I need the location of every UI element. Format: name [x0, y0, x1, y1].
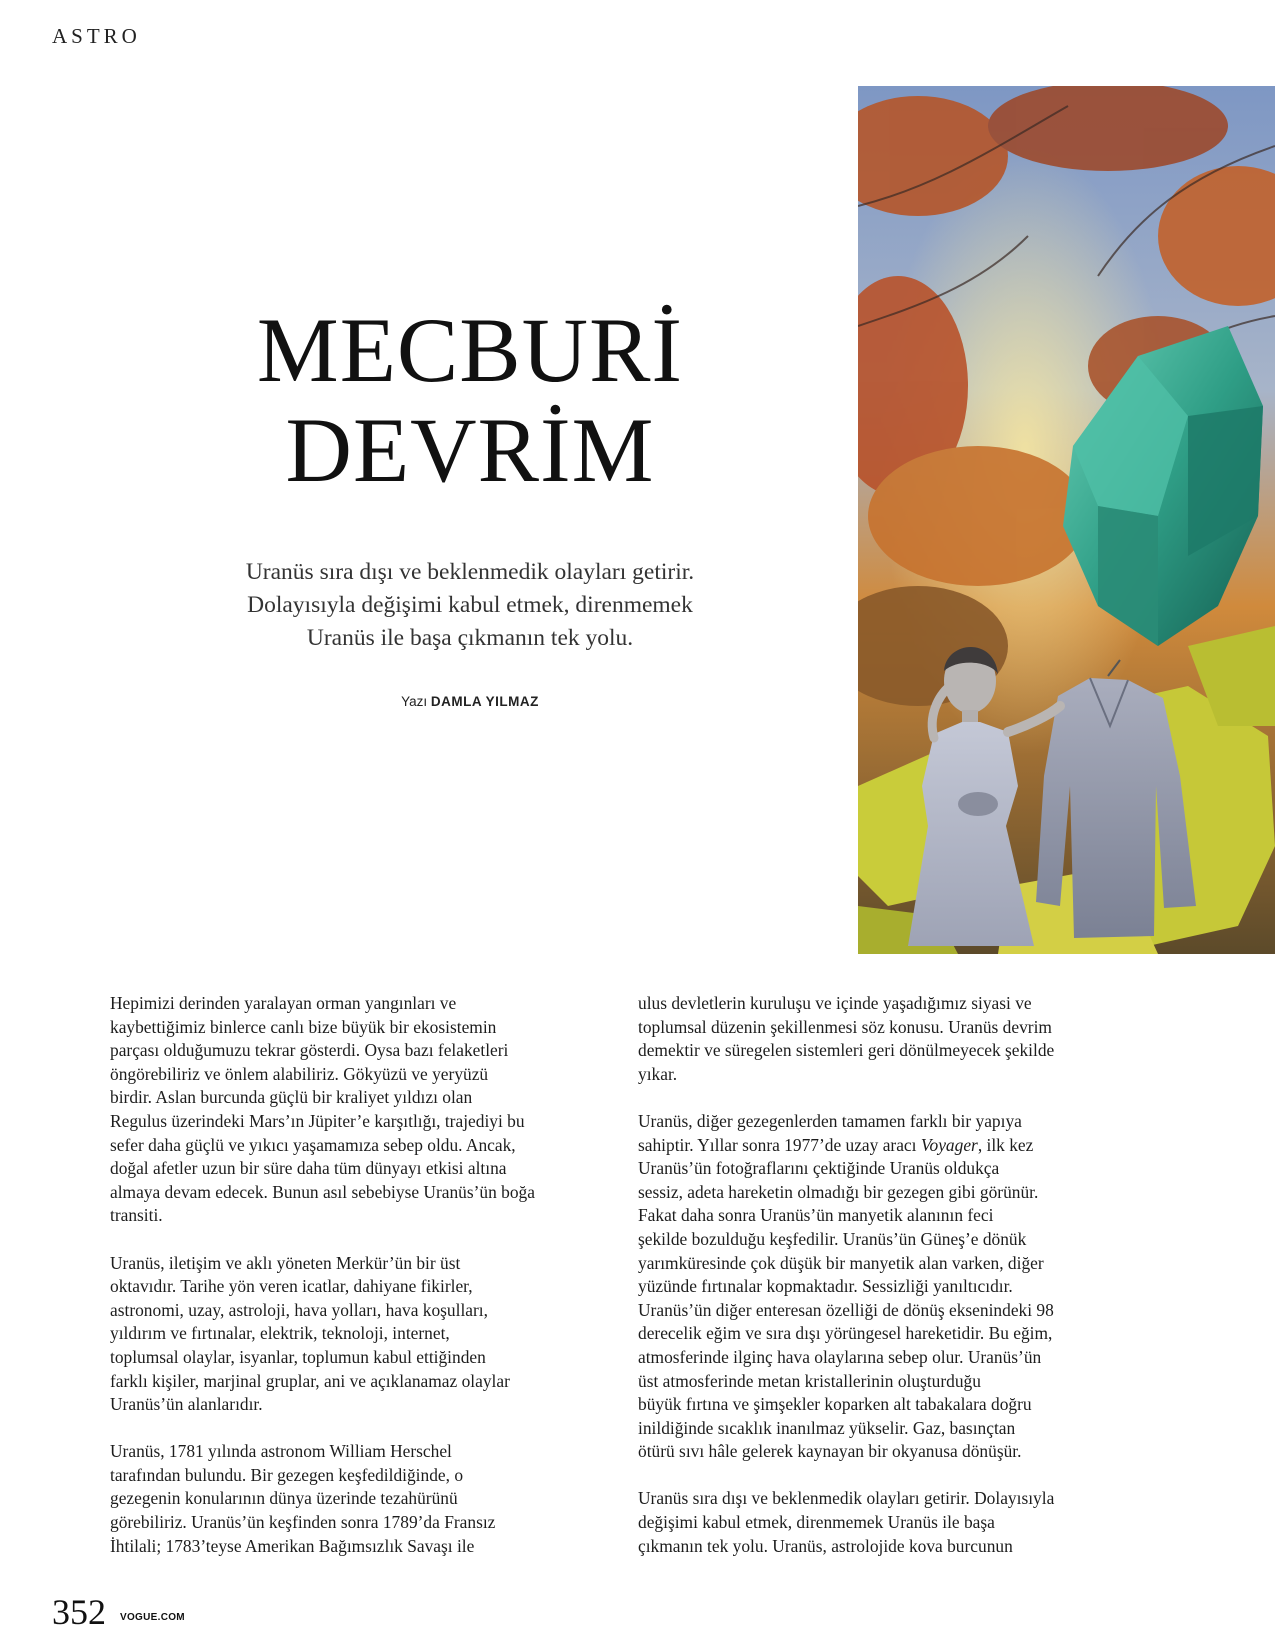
body-line: parçası olduğumuzu tekrar gösterdi. Oysa bazı felaketleri	[110, 1040, 509, 1061]
body-line: tarafından bulundu. Bir gezegen keşfedildiğinde, o	[110, 1464, 464, 1485]
body-line: Regulus üzerindeki Mars’ın Jüpiter’e karşıtlığı, trajediyi bu	[110, 1110, 525, 1131]
dek-line: Dolayısıyla değişimi kabul etmek, direnmemek	[247, 592, 693, 618]
body-paragraph	[110, 1252, 640, 1417]
byline-prefix: Yazı	[401, 694, 428, 709]
body-line: üst atmosferinde metan kristallerinin oluşturduğu	[638, 1370, 981, 1391]
article-dek	[160, 556, 780, 655]
body-line: Uranüs sıra dışı ve beklenmedik olayları getirir. Dolayısıyla	[638, 1488, 1055, 1509]
body-line: farklı kişiler, marjinal gruplar, ani ve açıklanamaz olaylar	[110, 1370, 510, 1391]
body-paragraph	[110, 1440, 640, 1558]
body-line: Hepimizi derinden yaralayan orman yangınları ve	[110, 993, 457, 1013]
voyager-italic: Voyager	[920, 1134, 978, 1155]
title-line: DEVRİM	[285, 399, 655, 501]
body-line: transiti.	[110, 1205, 163, 1226]
article-body-right	[638, 992, 1168, 1582]
collage-illustration	[858, 86, 1275, 954]
dek-line: Uranüs ile başa çıkmanın tek yolu.	[306, 625, 634, 651]
body-line: değişimi kabul etmek, direnmemek Uranüs ile başa	[638, 1512, 995, 1533]
body-line: ötürü sıvı hâle gelerek kaynayan bir okyanusa dönüşür.	[638, 1441, 1022, 1462]
body-line: Fakat daha sonra Uranüs’ün manyetik alanının feci	[638, 1205, 994, 1226]
body-line: Uranüs’ün fotoğraflarını çektiğinde Uranüs oldukça	[638, 1158, 1000, 1179]
body-line-segment: , ilk kez	[977, 1134, 1034, 1155]
body-line: yüzünde fırtınalar kopmaktadır. Sessizliği yanıltıcıdır.	[638, 1276, 1013, 1297]
dek-line: Uranüs sıra dışı ve beklenmedik olayları getirir.	[245, 559, 695, 585]
body-line: İhtilali; 1783’teyse Amerikan Bağımsızlık Savaşı ile	[110, 1535, 475, 1556]
body-line: Uranüs’ün alanlarıdır.	[110, 1394, 263, 1415]
article-body-left	[110, 992, 640, 1582]
body-line: birdir. Aslan burcunda güçlü bir kraliyet yıldızı olan	[110, 1087, 473, 1108]
body-paragraph	[110, 992, 640, 1228]
byline-author: DAMLA YILMAZ	[430, 694, 539, 709]
body-line: inildiğinde sıcaklık inanılmaz yükselir. Gaz, basınçtan	[638, 1417, 1016, 1438]
body-line: sessiz, adeta hareketin olmadığı bir gezegen gibi görünür.	[638, 1181, 1039, 1202]
body-line: gezegenin konularının dünya üzerinde tezahürünü	[110, 1488, 458, 1509]
body-line: Uranüs’ün diğer enteresan özelliği de dönüş eksenindeki 98	[638, 1299, 1054, 1320]
body-paragraph	[638, 1110, 1168, 1464]
body-line: Uranüs, iletişim ve aklı yöneten Merkür’ün bir üst	[110, 1252, 461, 1273]
body-line: öngörebiliriz ve önlem alabiliriz. Gökyüzü ve yeryüzü	[110, 1063, 489, 1084]
body-line: görebiliriz. Uranüs’ün keşfinden sonra 1789’da Fransız	[110, 1512, 496, 1533]
body-line: derecelik eğim ve sıra dışı yörüngesel hareketidir. Bu eğim,	[638, 1323, 1053, 1344]
body-line: yıldırım ve fırtınalar, elektrik, teknoloji, internet,	[110, 1323, 450, 1344]
body-line: almaya devam edecek. Bunun asıl sebebiyse Uranüs’ün boğa	[110, 1181, 535, 1202]
body-line: yıkar.	[638, 1063, 678, 1084]
body-line: atmosferinde ilginç hava olaylarına sebep olur. Uranüs’ün	[638, 1346, 1042, 1367]
body-line: doğal afetler uzun bir süre daha tüm dünyayı etkisi altına	[110, 1158, 507, 1179]
body-line: ulus devletlerin kuruluşu ve içinde yaşadığımız siyasi ve	[638, 993, 1032, 1013]
title-line: MECBURİ	[256, 299, 684, 401]
body-line: astronomi, uzay, astroloji, hava yolları, hava koşulları,	[110, 1299, 488, 1320]
body-line: oktavıdır. Tarihe yön veren icatlar, dahiyane fikirler,	[110, 1276, 473, 1297]
page-number: 352	[52, 1592, 106, 1632]
body-paragraph	[638, 1487, 1168, 1558]
site-name: VOGUE.COM	[120, 1612, 185, 1623]
body-line: yarımküresinde çok düşük bir manyetik alan varken, diğer	[638, 1252, 1044, 1273]
byline	[160, 694, 780, 709]
body-line: toplumsal olaylar, isyanlar, toplumun kabul ettiğinden	[110, 1346, 486, 1367]
body-line: büyük fırtına ve şimşekler koparken alt tabakalara doğru	[638, 1394, 1032, 1415]
body-line: Uranüs, diğer gezegenlerden tamamen farklı bir yapıya	[638, 1110, 1022, 1131]
body-line: kaybettiğimiz binlerce canlı bize büyük bir ekosistemin	[110, 1016, 497, 1037]
body-line: şekilde bozulduğu keşfedilir. Uranüs’ün Güneş’e dönük	[638, 1228, 1027, 1249]
section-label: ASTRO	[52, 24, 141, 48]
body-paragraph	[638, 992, 1168, 1086]
body-line	[638, 1134, 1168, 1158]
body-line: Uranüs, 1781 yılında astronom William Herschel	[110, 1441, 452, 1462]
article-title	[160, 300, 780, 500]
body-line: çıkmanın tek yolu. Uranüs, astrolojide kova burcunun	[638, 1535, 1013, 1556]
body-line: toplumsal düzenin şekillenmesi söz konusu. Uranüs devrim	[638, 1016, 1052, 1037]
body-line: sefer daha güçlü ve yıkıcı yaşamamıza sebep oldu. Ancak,	[110, 1134, 516, 1155]
body-line: demektir ve süregelen sistemleri geri dönülmeyecek şekilde	[638, 1040, 1055, 1061]
body-line-segment: sahiptir. Yıllar sonra 1977’de uzay aracı	[638, 1134, 921, 1155]
